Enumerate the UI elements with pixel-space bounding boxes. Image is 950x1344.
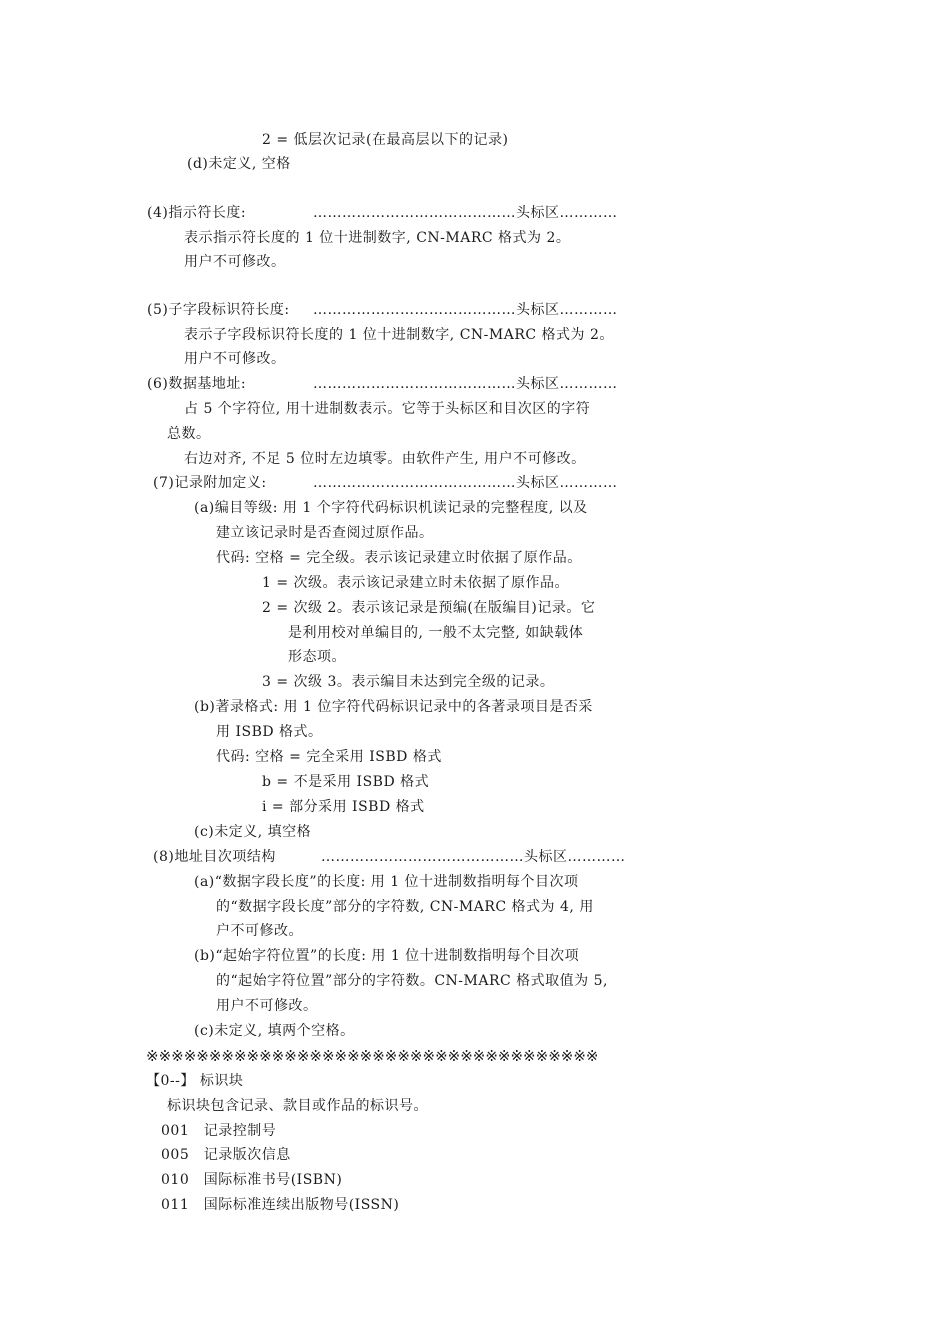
text-line: 代码: 空格 = 完全采用 ISBD 格式 (216, 749, 442, 765)
text-line: 的“起始字符位置”部分的字符数。CN-MARC 格式取值为 5, (216, 973, 608, 989)
text-line: 2 = 低层次记录(在最高层以下的记录) (262, 132, 509, 148)
text-line: 3 = 次级 3。表示编目未达到完全级的记录。 (262, 674, 555, 690)
block-heading: 【0--】 标识块 (146, 1073, 244, 1089)
text-line: 是利用校对单编目的, 一般不太完整, 如缺载体 (288, 625, 584, 641)
text-line: i = 部分采用 ISBD 格式 (262, 799, 425, 815)
text-line: 1 = 次级。表示该记录建立时未依据了原作品。 (262, 575, 570, 591)
text-line: 表示子字段标识符长度的 1 位十进制数字, CN-MARC 格式为 2。 (184, 327, 614, 343)
text-line: 总数。 (167, 426, 211, 442)
text-line: 代码: 空格 = 完全级。表示该记录建立时依据了原作品。 (216, 550, 582, 566)
text-line: (a)“数据字段长度”的长度: 用 1 位十进制数指明每个目次项 (194, 874, 579, 890)
text-line: 形态项。 (288, 649, 346, 665)
text-line: 占 5 个字符位, 用十进制数表示。它等于头标区和目次区的字符 (184, 401, 591, 417)
dotted-leader: ……………………………………头标区………… (313, 205, 618, 221)
text-line: 用户不可修改。 (184, 351, 286, 367)
section-heading: (8)地址目次项结构 (153, 849, 276, 865)
text-line: b = 不是采用 ISBD 格式 (262, 774, 430, 790)
dotted-leader: ……………………………………头标区………… (313, 475, 618, 491)
section-heading: (7)记录附加定义: (153, 475, 267, 491)
text-line: 用 ISBD 格式。 (216, 724, 323, 740)
text-line: 标识块包含记录、款目或作品的标识号。 (167, 1098, 428, 1114)
text-line: (b)著录格式: 用 1 位字符代码标识记录中的各著录项目是否采 (194, 699, 593, 715)
text-line: 户不可修改。 (216, 923, 303, 939)
text-line: (c)未定义, 填空格 (194, 824, 312, 840)
list-item: 005 记录版次信息 (161, 1147, 291, 1163)
text-line: 2 = 次级 2。表示该记录是预编(在版编目)记录。它 (262, 600, 596, 616)
text-line: 的“数据字段长度”部分的字符数, CN-MARC 格式为 4, 用 (216, 899, 594, 915)
separator-line: ※※※※※※※※※※※※※※※※※※※※※※※※※※※※※※※※※※※※ (146, 1047, 599, 1065)
text-line: 用户不可修改。 (184, 254, 286, 270)
text-line: (c)未定义, 填两个空格。 (194, 1023, 355, 1039)
text-line: (d)未定义, 空格 (187, 156, 291, 172)
dotted-leader: ……………………………………头标区………… (313, 302, 618, 318)
text-line: 右边对齐, 不足 5 位时左边填零。由软件产生, 用户不可修改。 (184, 451, 586, 467)
text-line: (a)编目等级: 用 1 个字符代码标识机读记录的完整程度, 以及 (194, 500, 588, 516)
text-line: 建立该记录时是否查阅过原作品。 (216, 525, 434, 541)
section-heading: (4)指示符长度: (147, 205, 247, 221)
text-line: (b)“起始字符位置”的长度: 用 1 位十进制数指明每个目次项 (194, 948, 580, 964)
section-heading: (6)数据基地址: (147, 376, 247, 392)
text-line: 用户不可修改。 (216, 998, 318, 1014)
text-line: 表示指示符长度的 1 位十进制数字, CN-MARC 格式为 2。 (184, 230, 571, 246)
dotted-leader: ……………………………………头标区………… (313, 376, 618, 392)
list-item: 010 国际标准书号(ISBN) (161, 1172, 343, 1188)
dotted-leader: ……………………………………头标区………… (321, 849, 626, 865)
list-item: 011 国际标准连续出版物号(ISSN) (161, 1197, 400, 1213)
section-heading: (5)子字段标识符长度: (147, 302, 290, 318)
list-item: 001 记录控制号 (161, 1123, 277, 1139)
